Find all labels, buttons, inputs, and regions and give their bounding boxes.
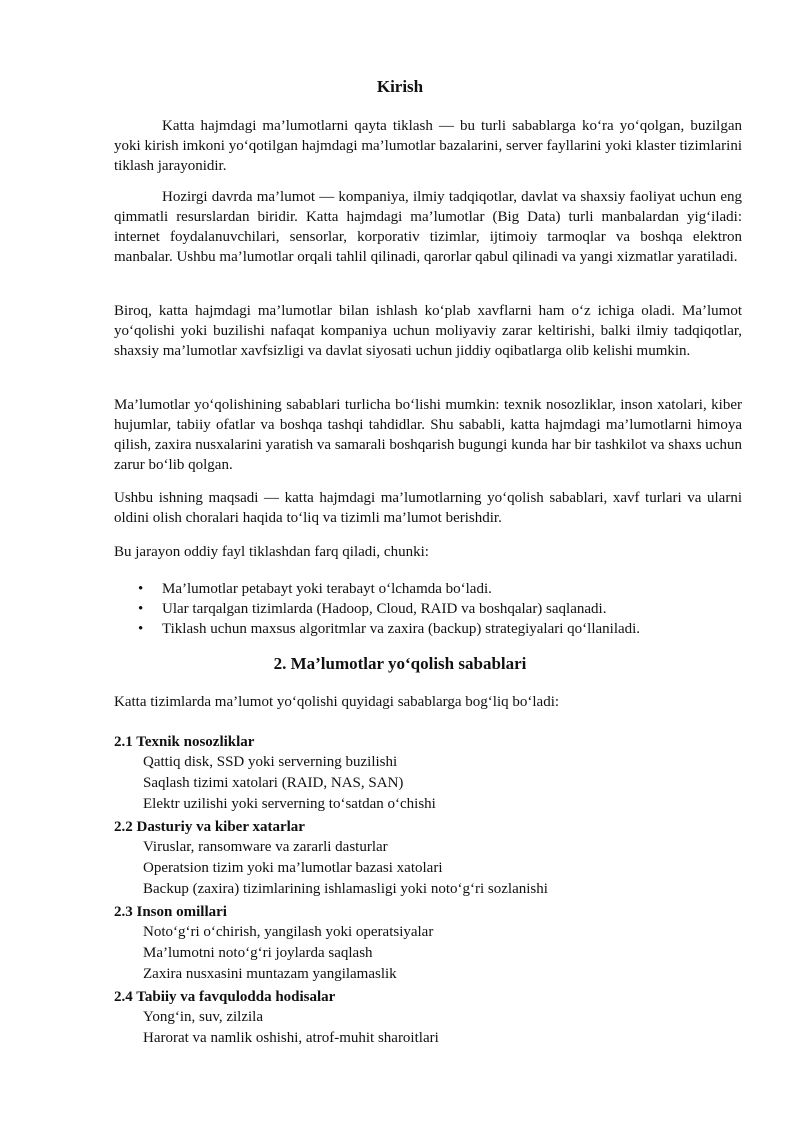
bullet-icon: • xyxy=(138,581,144,597)
bullet-text: Tiklash uchun maxsus algoritmlar va zaxira (backup) strategiyalari qo‘llaniladi. xyxy=(162,621,641,637)
bullet-text: Ular tarqalgan tizimlarda (Hadoop, Cloud, RAID va boshqalar) saqlanadi. xyxy=(162,601,607,617)
section-2-intro: Katta tizimlarda ma’lumot yo‘qolishi quyidagi sabablarga bog‘liq bo‘ladi: xyxy=(114,694,560,710)
bullet-text: Ma’lumotlar petabayt yoki terabayt o‘lchamda bo‘ladi. xyxy=(162,581,492,597)
page-title: Kirish xyxy=(376,77,424,96)
subsection-2-3-heading: 2.3 Inson omillari xyxy=(114,904,227,920)
list-item: Backup (zaxira) tizimlarining ishlamasligi yoki noto‘g‘ri sozlanishi xyxy=(143,881,548,898)
list-item: Saqlash tizimi xatolari (RAID, NAS, SAN) xyxy=(143,775,404,792)
paragraph-causes: Ma’lumotlar yo‘qolishining sabablari turlicha bo‘lishi mumkin: texnik nosozliklar, inson xatolari, kiber hujumlar, tabiiy ofatlar va boshqa tashqi tahdidlar. Shu sababli, katta hajmdagi ma’lumotlarni himoya qilish, zaxira nusxalarini yaratish va samarali boshqarish bugungi kunda har bir tashkilot va shaxs uchun zarur bo‘lib qolgan. xyxy=(114,397,742,473)
subsection-2-2-heading: 2.2 Dasturiy va kiber xatarlar xyxy=(114,819,305,835)
list-item: Noto‘g‘ri o‘chirish, yangilash yoki operatsiyalar xyxy=(143,924,434,940)
list-item: Elektr uzilishi yoki serverning to‘satdan o‘chishi xyxy=(143,796,436,813)
subsection-2-4-heading: 2.4 Tabiiy va favqulodda hodisalar xyxy=(114,989,336,1005)
list-item: Harorat va namlik oshishi, atrof-muhit sharoitlari xyxy=(143,1030,439,1047)
paragraph-difference: Bu jarayon oddiy fayl tiklashdan farq qiladi, chunki: xyxy=(114,544,429,560)
paragraph-goal: Ushbu ishning maqsadi — katta hajmdagi ma’lumotlarning yo‘qolish sabablari, xavf turlari va ularni oldini olish choralari haqida to‘liq va tizimli ma’lumot berishdir. xyxy=(114,490,742,526)
paragraph-importance: Hozirgi davrda ma’lumot — kompaniya, ilmiy tadqiqotlar, davlat va shaxsiy faoliyat uchun eng qimmatli resurslardan biridir. Katta hajmdagi ma’lumotlar (Big Data) turli manbalardan yig‘iladi: internet foydalanuvchilari, sensorlar, korporativ tizimlar, ijtimoiy tarmoqlar va boshqa elektron manbalar. Ushbu ma’lumotlar orqali tahlil qilinadi, qarorlar qabul qilinadi va yangi xizmatlar yaratiladi. xyxy=(114,189,742,265)
list-item: Operatsion tizim yoki ma’lumotlar bazasi xatolari xyxy=(143,860,443,877)
paragraph-definition: Katta hajmdagi ma’lumotlarni qayta tiklash — bu turli sabablarga ko‘ra yo‘qolgan, buzilgan yoki kirish imkoni yo‘qotilgan hajmdagi ma’lumotlar bazalarini, server fayllarini yoki klaster tizimlarini tiklash jarayonidir. xyxy=(114,118,742,174)
list-item: Ma’lumotni noto‘g‘ri joylarda saqlash xyxy=(143,945,373,962)
paragraph-risks: Biroq, katta hajmdagi ma’lumotlar bilan ishlash ko‘plab xavflarni ham o‘z ichiga oladi. Ma’lumot yo‘qolishi yoki buzilishi nafaqat kompaniya uchun moliyaviy zarar keltirishi, balki ilmiy tadqiqotlar, shaxsiy ma’lumotlar xavfsizligi va davlat siyosati uchun jiddiy oqibatlarga olib kelishi mumkin. xyxy=(114,303,742,359)
list-item: Qattiq disk, SSD yoki serverning buzilishi xyxy=(143,754,398,770)
list-item: Viruslar, ransomware va zararli dasturlar xyxy=(143,839,388,855)
subsection-2-2-list xyxy=(143,837,548,901)
list-item xyxy=(114,599,742,619)
list-item xyxy=(114,579,742,599)
subsection-2-1-heading: 2.1 Texnik nosozliklar xyxy=(114,734,255,750)
section-2-title: 2. Ma’lumotlar yo‘qolish sabablari xyxy=(273,654,527,673)
list-item xyxy=(114,619,742,639)
subsection-2-3-list xyxy=(143,922,433,986)
subsection-2-4-list xyxy=(143,1007,439,1049)
list-item: Zaxira nusxasini muntazam yangilamaslik xyxy=(143,966,397,983)
subsection-2-1-list xyxy=(143,752,436,816)
list-item: Yong‘in, suv, zilzila xyxy=(143,1009,263,1025)
bullet-list xyxy=(114,579,742,639)
bullet-icon: • xyxy=(138,601,144,617)
bullet-icon: • xyxy=(138,621,144,637)
